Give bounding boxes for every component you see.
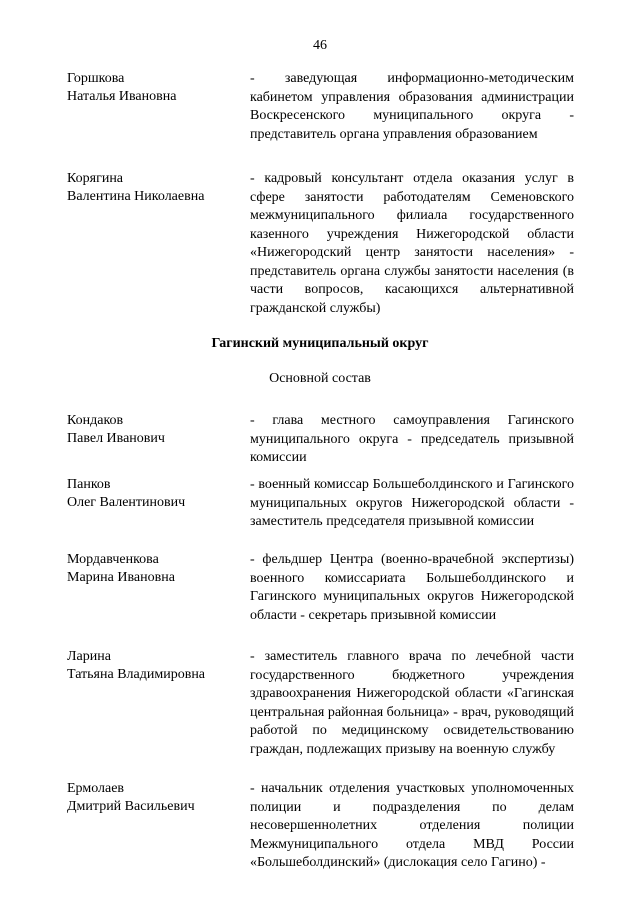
member-role: - начальник отделения участковых уполномоченных полиции и подразделения по делам несовершеннолетних отделения полиции Межмуниципального отдела МВД России «Большеболдинский» (дислокация село Гагино) - [250,781,574,870]
member-surname: Мордавченкова [67,552,159,567]
member-role: - кадровый консультант отдела оказания услуг в сфере занятости работодателям Семеновского межмуниципального филиала государственного казенного учреждения Нижегородской области «Нижегородский центр занятости населения» - представитель органа службы занятости населения (в части вопросов, касающихся альтернативной гражданской службы) [250,171,574,316]
member-given-names: Валентина Николаевна [67,189,205,204]
member-surname: Ларина [67,649,111,664]
member-name [67,648,242,684]
member-role: - фельдшер Центра (военно-врачебной экспертизы) военного комиссариата Большеболдинского и Гагинского муниципальных округов Нижегородской области - секретарь призывной комиссии [250,552,574,623]
member-surname: Корягина [67,171,124,186]
member-given-names: Татьяна Владимировна [67,667,206,682]
member-name [67,412,242,448]
member-name [67,780,242,816]
member-role: - заместитель главного врача по лечебной части государственного бюджетного учреждения здравоохранения Нижегородской области «Гагинская центральная районная больница» - врач, руководящий работой по медицинскому освидетельствованию граждан, подлежащих призыву на военную службу [250,649,574,757]
member-given-names: Марина Ивановна [67,570,175,585]
member-surname: Ермолаев [67,781,125,796]
member-role: - военный комиссар Большеболдинского и Гагинского муниципальных округов Нижегородской области - заместитель председателя призывной комиссии [250,477,574,529]
member-surname: Горшкова [67,71,125,86]
section-title: Гагинский муниципальный округ [211,336,429,351]
member-given-names: Наталья Ивановна [67,89,177,104]
member-name [67,476,242,512]
member-given-names: Павел Иванович [67,431,165,446]
member-role: - глава местного самоуправления Гагинского муниципального округа - председатель призывной комиссии [250,413,574,465]
page-number: 46 [313,38,327,53]
member-given-names: Олег Валентинович [67,495,186,510]
member-name [67,70,242,106]
member-given-names: Дмитрий Васильевич [67,799,195,814]
member-name [67,551,242,587]
subsection-title: Основной состав [269,371,371,386]
member-surname: Кондаков [67,413,124,428]
member-name [67,170,242,206]
member-surname: Панков [67,477,111,492]
member-role: - заведующая информационно-методическим кабинетом управления образования администрации Воскресенского муниципального округа - представитель органа управления образованием [250,71,574,142]
